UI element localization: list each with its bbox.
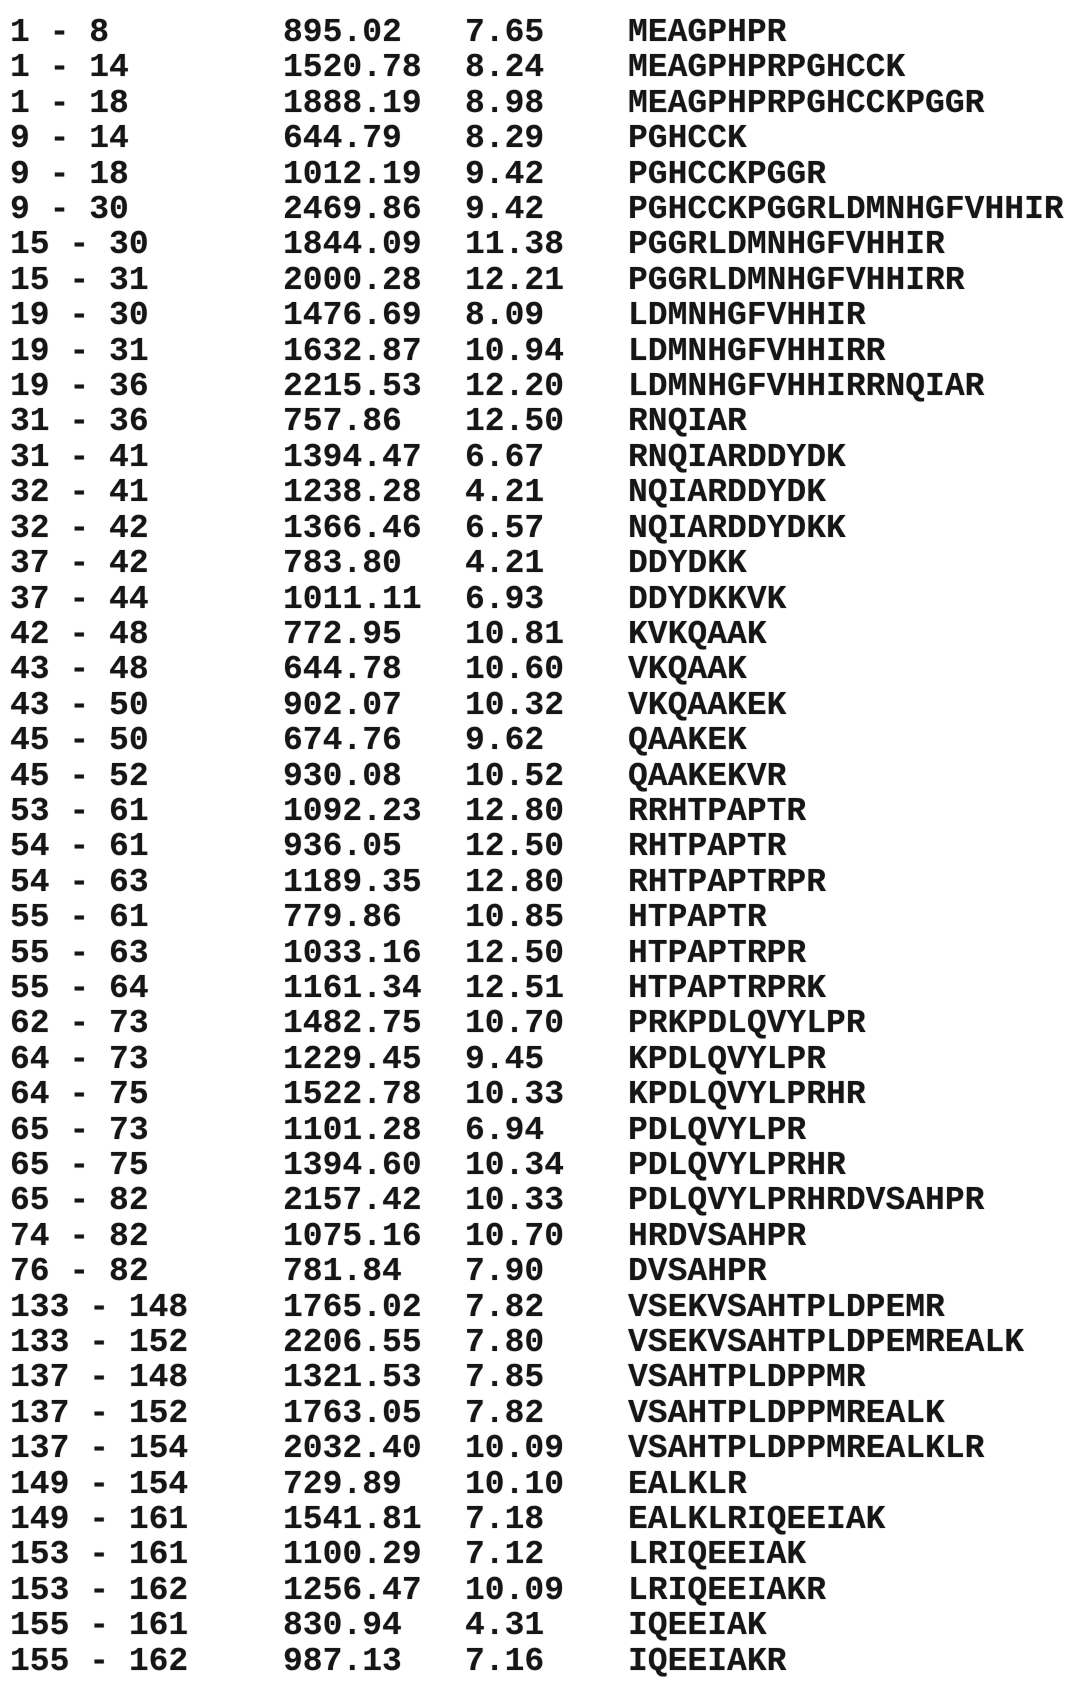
- pi-cell: 9.45: [465, 1040, 545, 1078]
- peptide-range-cell: 32 - 42: [10, 509, 149, 547]
- mass-cell: 1476.69: [283, 297, 422, 335]
- table-row: [10, 865, 1072, 900]
- peptide-range-cell: 76 - 82: [10, 1253, 149, 1291]
- peptide-range-cell: 62 - 73: [10, 1005, 149, 1043]
- pi-cell: 10.81: [465, 615, 565, 653]
- pi-cell: 8.98: [465, 84, 545, 122]
- table-row: [10, 688, 1072, 723]
- table-row: [10, 1042, 1072, 1077]
- table-row: [10, 157, 1072, 192]
- pi-cell: 12.51: [465, 969, 565, 1007]
- sequence-cell: RNQIARDDYDK: [628, 438, 846, 476]
- peptide-range-cell: 19 - 36: [10, 368, 149, 406]
- peptide-range-cell: 137 - 154: [10, 1430, 189, 1468]
- pi-cell: 8.29: [465, 120, 545, 158]
- sequence-cell: PGGRLDMNHGFVHHIR: [628, 226, 945, 264]
- sequence-cell: VSAHTPLDPPMREALK: [628, 1394, 945, 1432]
- mass-cell: 1763.05: [283, 1394, 422, 1432]
- sequence-cell: DDYDKKVK: [628, 580, 787, 618]
- mass-cell: 1520.78: [283, 49, 422, 87]
- peptide-range-cell: 133 - 152: [10, 1324, 189, 1362]
- sequence-cell: LDMNHGFVHHIRR: [628, 332, 886, 370]
- sequence-cell: PGHCCK: [628, 120, 747, 158]
- sequence-cell: DVSAHPR: [628, 1253, 767, 1291]
- pi-cell: 7.16: [465, 1642, 545, 1680]
- peptide-range-cell: 65 - 75: [10, 1147, 149, 1184]
- pi-cell: 10.70: [465, 1217, 565, 1255]
- sequence-cell: PDLQVYLPR: [628, 1111, 807, 1149]
- table-row: [10, 1573, 1072, 1608]
- mass-cell: 2206.55: [283, 1324, 422, 1362]
- table-row: [10, 1537, 1072, 1572]
- table-row: [10, 971, 1072, 1006]
- pi-cell: 6.93: [465, 580, 545, 618]
- sequence-cell: KPDLQVYLPRHR: [628, 1076, 866, 1114]
- table-row: [10, 794, 1072, 829]
- peptide-range-cell: 54 - 61: [10, 828, 149, 866]
- sequence-cell: LDMNHGFVHHIRRNQIAR: [628, 368, 985, 406]
- peptide-range-cell: 19 - 31: [10, 332, 149, 370]
- mass-cell: 1522.78: [283, 1076, 422, 1114]
- peptide-range-cell: 37 - 42: [10, 545, 149, 583]
- table-row: [10, 1502, 1072, 1537]
- sequence-cell: HTPAPTRPRK: [628, 969, 827, 1007]
- table-row: [10, 15, 1072, 50]
- sequence-cell: IQEEIAKR: [628, 1642, 787, 1680]
- table-row: [10, 440, 1072, 475]
- pi-cell: 9.62: [465, 722, 545, 760]
- peptide-range-cell: 153 - 162: [10, 1571, 189, 1609]
- peptide-range-cell: 155 - 161: [10, 1607, 189, 1645]
- mass-cell: 1011.11: [283, 580, 422, 618]
- peptide-range-cell: 15 - 30: [10, 226, 149, 264]
- peptide-range-cell: 31 - 36: [10, 403, 149, 441]
- pi-cell: 9.42: [465, 191, 545, 229]
- peptide-range-cell: 53 - 61: [10, 792, 149, 830]
- sequence-cell: VSAHTPLDPPMREALKLR: [628, 1430, 985, 1468]
- mass-cell: 1888.19: [283, 84, 422, 122]
- sequence-cell: HTPAPTR: [628, 899, 767, 937]
- mass-cell: 1189.35: [283, 863, 422, 901]
- pi-cell: 12.20: [465, 368, 565, 406]
- peptide-range-cell: 31 - 41: [10, 438, 149, 476]
- table-row: [10, 829, 1072, 864]
- sequence-cell: MEAGPHPRPGHCCK: [628, 49, 906, 87]
- mass-cell: 1012.19: [283, 155, 422, 193]
- pi-cell: 7.82: [465, 1394, 545, 1432]
- mass-cell: 674.76: [283, 722, 402, 760]
- mass-cell: 1033.16: [283, 934, 422, 972]
- mass-cell: 936.05: [283, 828, 402, 866]
- table-row: [10, 582, 1072, 617]
- sequence-cell: RRHTPAPTR: [628, 792, 807, 830]
- mass-cell: 1075.16: [283, 1217, 422, 1255]
- pi-cell: 11.38: [465, 226, 565, 264]
- table-row: [10, 298, 1072, 333]
- mass-cell: 772.95: [283, 615, 402, 653]
- peptide-range-cell: 43 - 50: [10, 686, 149, 724]
- sequence-cell: VSEKVSAHTPLDPEMR: [628, 1288, 945, 1326]
- pi-cell: 10.52: [465, 757, 565, 795]
- pi-cell: 9.42: [465, 155, 545, 193]
- pi-cell: 10.85: [465, 899, 565, 937]
- table-row: [10, 1113, 1072, 1148]
- table-row: [10, 121, 1072, 156]
- table-row: [10, 1325, 1072, 1360]
- sequence-cell: RHTPAPTRPR: [628, 863, 827, 901]
- sequence-cell: RHTPAPTR: [628, 828, 787, 866]
- mass-cell: 1101.28: [283, 1111, 422, 1149]
- table-row: [10, 1396, 1072, 1431]
- table-row: [10, 936, 1072, 971]
- mass-cell: 757.86: [283, 403, 402, 441]
- pi-cell: 10.09: [465, 1571, 565, 1609]
- pi-cell: 10.94: [465, 332, 565, 370]
- pi-cell: 10.09: [465, 1430, 565, 1468]
- mass-cell: 781.84: [283, 1253, 402, 1291]
- peptide-range-cell: 64 - 75: [10, 1076, 149, 1114]
- table-row: [10, 1148, 1072, 1183]
- peptide-range-cell: 64 - 73: [10, 1040, 149, 1078]
- peptide-range-cell: 9 - 14: [10, 120, 129, 158]
- pi-cell: 12.50: [465, 403, 565, 441]
- table-row: [10, 369, 1072, 404]
- sequence-cell: RNQIAR: [628, 403, 747, 441]
- pi-cell: 10.32: [465, 686, 565, 724]
- peptide-range-cell: 55 - 63: [10, 934, 149, 972]
- mass-cell: 2000.28: [283, 261, 422, 299]
- table-row: [10, 50, 1072, 85]
- sequence-cell: PGGRLDMNHGFVHHIRR: [628, 261, 965, 299]
- mass-cell: 830.94: [283, 1607, 402, 1645]
- mass-cell: 1394.47: [283, 438, 422, 476]
- pi-cell: 7.90: [465, 1253, 545, 1291]
- sequence-cell: PGHCCKPGGR: [628, 155, 827, 193]
- peptide-range-cell: 45 - 50: [10, 722, 149, 760]
- table-row: [10, 263, 1072, 298]
- mass-cell: 644.79: [283, 120, 402, 158]
- pi-cell: 10.10: [465, 1465, 565, 1503]
- peptide-range-cell: 37 - 44: [10, 580, 149, 618]
- sequence-cell: KPDLQVYLPR: [628, 1040, 827, 1078]
- sequence-cell: IQEEIAK: [628, 1607, 767, 1645]
- peptide-range-cell: 65 - 73: [10, 1111, 149, 1149]
- table-row: [10, 1467, 1072, 1502]
- mass-cell: 1394.60: [283, 1147, 422, 1184]
- peptide-range-cell: 54 - 63: [10, 863, 149, 901]
- table-row: [10, 192, 1072, 227]
- sequence-cell: EALKLR: [628, 1465, 747, 1503]
- mass-cell: 1366.46: [283, 509, 422, 547]
- mass-cell: 1238.28: [283, 474, 422, 512]
- table-row: [10, 1077, 1072, 1112]
- peptide-range-cell: 9 - 18: [10, 155, 129, 193]
- peptide-range-cell: 149 - 161: [10, 1501, 189, 1539]
- peptide-range-cell: 9 - 30: [10, 191, 129, 229]
- pi-cell: 7.80: [465, 1324, 545, 1362]
- mass-cell: 1844.09: [283, 226, 422, 264]
- mass-cell: 1632.87: [283, 332, 422, 370]
- mass-cell: 1229.45: [283, 1040, 422, 1078]
- sequence-cell: PDLQVYLPRHRDVSAHPR: [628, 1182, 985, 1220]
- mass-cell: 1541.81: [283, 1501, 422, 1539]
- mass-cell: 1765.02: [283, 1288, 422, 1326]
- pi-cell: 6.67: [465, 438, 545, 476]
- pi-cell: 10.33: [465, 1076, 565, 1114]
- peptide-range-cell: 153 - 161: [10, 1536, 189, 1574]
- pi-cell: 6.94: [465, 1111, 545, 1149]
- table-row: [10, 723, 1072, 758]
- mass-cell: 1100.29: [283, 1536, 422, 1574]
- peptide-range-cell: 149 - 154: [10, 1465, 189, 1503]
- table-row: [10, 227, 1072, 262]
- pi-cell: 8.09: [465, 297, 545, 335]
- pi-cell: 4.21: [465, 545, 545, 583]
- table-row: [10, 334, 1072, 369]
- sequence-cell: VKQAAK: [628, 651, 747, 689]
- sequence-cell: HTPAPTRPR: [628, 934, 807, 972]
- pi-cell: 7.65: [465, 14, 545, 51]
- sequence-cell: LDMNHGFVHHIR: [628, 297, 866, 335]
- sequence-cell: VSAHTPLDPPMR: [628, 1359, 866, 1397]
- mass-cell: 895.02: [283, 14, 402, 51]
- peptide-range-cell: 43 - 48: [10, 651, 149, 689]
- peptide-range-cell: 55 - 61: [10, 899, 149, 937]
- table-row: [10, 546, 1072, 581]
- pi-cell: 10.33: [465, 1182, 565, 1220]
- mass-cell: 1161.34: [283, 969, 422, 1007]
- sequence-cell: PGHCCKPGGRLDMNHGFVHHIR: [628, 191, 1064, 229]
- table-row: [10, 1183, 1072, 1218]
- table-row: [10, 1360, 1072, 1395]
- pi-cell: 12.50: [465, 934, 565, 972]
- peptide-range-cell: 133 - 148: [10, 1288, 189, 1326]
- peptide-range-cell: 55 - 64: [10, 969, 149, 1007]
- peptide-range-cell: 155 - 162: [10, 1642, 189, 1680]
- sequence-cell: EALKLRIQEEIAK: [628, 1501, 886, 1539]
- pi-cell: 10.70: [465, 1005, 565, 1043]
- pi-cell: 7.85: [465, 1359, 545, 1397]
- table-row: [10, 86, 1072, 121]
- mass-cell: 779.86: [283, 899, 402, 937]
- mass-cell: 2157.42: [283, 1182, 422, 1220]
- sequence-cell: MEAGPHPR: [628, 14, 787, 51]
- sequence-cell: PRKPDLQVYLPR: [628, 1005, 866, 1043]
- sequence-cell: LRIQEEIAKR: [628, 1571, 827, 1609]
- peptide-range-cell: 45 - 52: [10, 757, 149, 795]
- mass-cell: 1482.75: [283, 1005, 422, 1043]
- sequence-cell: NQIARDDYDKK: [628, 509, 846, 547]
- table-row: [10, 475, 1072, 510]
- peptide-range-cell: 74 - 82: [10, 1217, 149, 1255]
- sequence-cell: QAAKEK: [628, 722, 747, 760]
- sequence-cell: DDYDKK: [628, 545, 747, 583]
- mass-cell: 1256.47: [283, 1571, 422, 1609]
- peptide-range-cell: 1 - 18: [10, 84, 129, 122]
- sequence-cell: VKQAAKEK: [628, 686, 787, 724]
- sequence-cell: HRDVSAHPR: [628, 1217, 807, 1255]
- mass-cell: 1092.23: [283, 792, 422, 830]
- mass-cell: 987.13: [283, 1642, 402, 1680]
- pi-cell: 8.24: [465, 49, 545, 87]
- sequence-cell: MEAGPHPRPGHCCKPGGR: [628, 84, 985, 122]
- mass-cell: 644.78: [283, 651, 402, 689]
- mass-cell: 783.80: [283, 545, 402, 583]
- sequence-cell: QAAKEKVR: [628, 757, 787, 795]
- table-row: [10, 404, 1072, 439]
- mass-cell: 930.08: [283, 757, 402, 795]
- peptide-range-cell: 1 - 8: [10, 14, 110, 51]
- table-row: [10, 652, 1072, 687]
- table-row: [10, 1254, 1072, 1289]
- peptide-range-cell: 15 - 31: [10, 261, 149, 299]
- peptide-range-cell: 32 - 41: [10, 474, 149, 512]
- pi-cell: 4.31: [465, 1607, 545, 1645]
- pi-cell: 7.18: [465, 1501, 545, 1539]
- peptide-range-cell: 137 - 148: [10, 1359, 189, 1397]
- mass-cell: 1321.53: [283, 1359, 422, 1397]
- mass-cell: 729.89: [283, 1465, 402, 1503]
- sequence-cell: NQIARDDYDK: [628, 474, 827, 512]
- mass-cell: 2215.53: [283, 368, 422, 406]
- peptide-range-cell: 1 - 14: [10, 49, 129, 87]
- pi-cell: 10.34: [465, 1147, 565, 1184]
- pi-cell: 12.50: [465, 828, 565, 866]
- pi-cell: 10.60: [465, 651, 565, 689]
- table-row: [10, 511, 1072, 546]
- sequence-cell: VSEKVSAHTPLDPEMREALK: [628, 1324, 1025, 1362]
- peptide-range-cell: 65 - 82: [10, 1182, 149, 1220]
- table-row: [10, 900, 1072, 935]
- table-row: [10, 1219, 1072, 1254]
- pi-cell: 4.21: [465, 474, 545, 512]
- table-row: [10, 1644, 1072, 1679]
- mass-cell: 2469.86: [283, 191, 422, 229]
- peptide-range-cell: 42 - 48: [10, 615, 149, 653]
- sequence-cell: KVKQAAK: [628, 615, 767, 653]
- sequence-cell: PDLQVYLPRHR: [628, 1147, 846, 1184]
- mass-cell: 2032.40: [283, 1430, 422, 1468]
- pi-cell: 6.57: [465, 509, 545, 547]
- table-row: [10, 1431, 1072, 1466]
- pi-cell: 12.21: [465, 261, 565, 299]
- sequence-cell: LRIQEEIAK: [628, 1536, 807, 1574]
- pi-cell: 7.12: [465, 1536, 545, 1574]
- peptide-range-cell: 19 - 30: [10, 297, 149, 335]
- mass-cell: 902.07: [283, 686, 402, 724]
- pi-cell: 12.80: [465, 863, 565, 901]
- pi-cell: 7.82: [465, 1288, 545, 1326]
- table-row: [10, 1290, 1072, 1325]
- table-row: [10, 759, 1072, 794]
- pi-cell: 12.80: [465, 792, 565, 830]
- peptide-range-cell: 137 - 152: [10, 1394, 189, 1432]
- table-row: [10, 1608, 1072, 1643]
- table-row: [10, 617, 1072, 652]
- table-row: [10, 1006, 1072, 1041]
